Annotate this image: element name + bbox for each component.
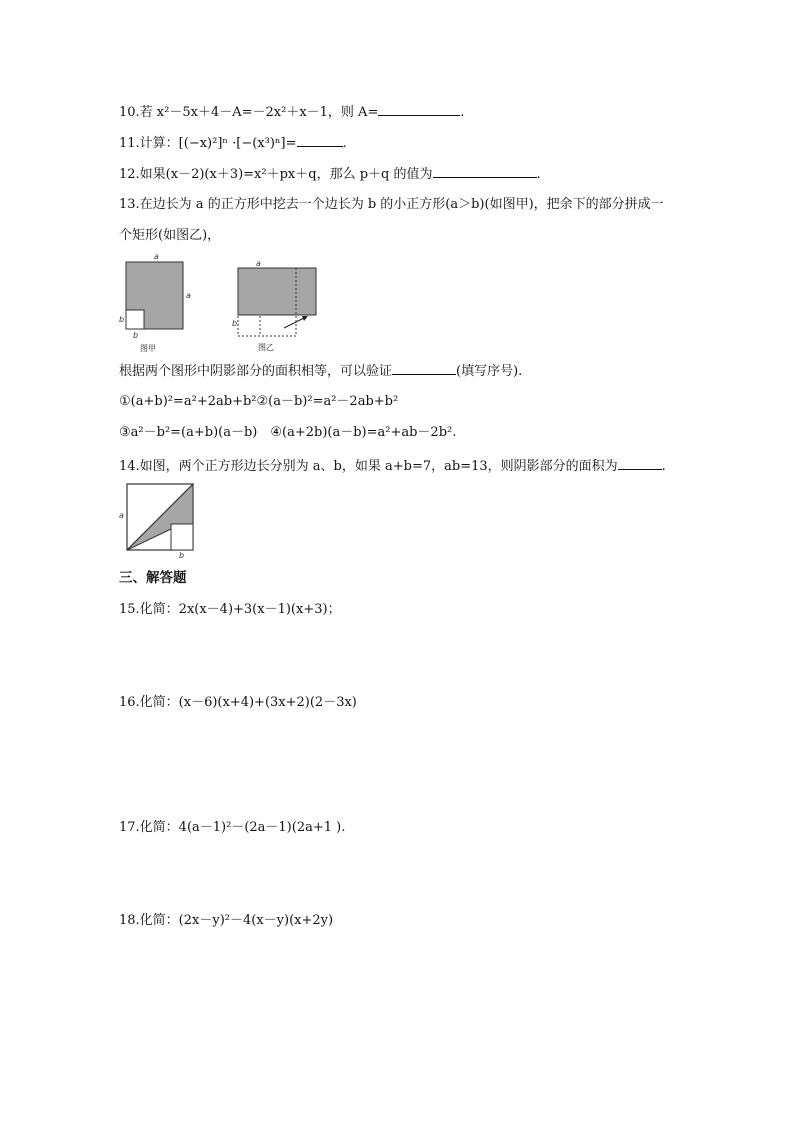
question-14: 14.如图，两个正方形边长分别为 a、b，如果 a+b=7，ab=13，则阴影部分的面积为 . <box>119 456 666 476</box>
small-square-cut <box>126 310 144 329</box>
figure-yi <box>228 254 322 354</box>
question-17: 17.化简：4(a－1)²－(2a－1)(2a+1 ). <box>119 820 346 835</box>
question-13-line2: 个矩形(如图乙)， <box>119 228 221 243</box>
question-18: 18.化简：(2x－y)²－4(x－y)(x+2y) <box>119 913 334 928</box>
figure-jia <box>118 252 198 354</box>
rectangle-shaded <box>238 268 316 315</box>
question-10: 10.若 x²－5x＋4－A=－2x²＋x－1，则 A= . <box>119 102 464 122</box>
question-14-text: 14.如图，两个正方形边长分别为 a、b，如果 a+b=7，ab=13，则阴影部分的面积为 <box>119 459 618 474</box>
caption-jia: 图甲 <box>140 344 156 353</box>
label-b-bottom: b <box>133 331 139 340</box>
figure-14 <box>117 480 197 560</box>
answer-blank-10[interactable] <box>378 102 460 116</box>
question-10-text: 10.若 x²－5x＋4－A=－2x²＋x－1，则 A= <box>119 105 379 120</box>
label-a-top: a <box>154 252 159 261</box>
question-16: 16.化简：(x－6)(x+4)+(3x+2)(2－3x) <box>119 695 357 710</box>
caption-yi: 图乙 <box>258 343 274 352</box>
question-13-options-2: ③a²－b²=(a+b)(a－b) ④(a+2b)(a－b)=a²+ab－2b². <box>119 425 457 440</box>
section-3-title: 三、解答题 <box>119 570 187 586</box>
label-a-yi: a <box>256 259 261 268</box>
question-11-text: 11.计算：[(−x)²]ⁿ ·[−(x³)ⁿ]= <box>119 136 297 151</box>
label-a-14: a <box>119 511 124 520</box>
question-13-options-1: ①(a+b)²=a²+2ab+b²②(a－b)²=a²－2ab+b² <box>119 394 399 409</box>
label-b-14: b <box>179 551 185 560</box>
question-12: 12.如果(x－2)(x＋3)=x²＋px＋q，那么 p＋q 的值为 . <box>119 164 541 184</box>
question-12-text: 12.如果(x－2)(x＋3)=x²＋px＋q，那么 p＋q 的值为 <box>119 167 433 182</box>
answer-blank-14[interactable] <box>618 456 662 470</box>
answer-blank-12[interactable] <box>433 164 537 178</box>
label-b-left: b <box>119 315 125 324</box>
question-13-prompt: 根据两个图形中阴影部分的面积相等，可以验证 (填写序号). <box>119 361 522 381</box>
answer-blank-11[interactable] <box>297 133 343 147</box>
arrow <box>284 317 306 328</box>
small-square-b <box>171 524 193 550</box>
answer-blank-13[interactable] <box>392 361 456 375</box>
label-b-yi: b <box>232 319 238 328</box>
question-15: 15.化简：2x(x－4)+3(x－1)(x+3)； <box>119 602 341 617</box>
question-13-line1: 13.在边长为 a 的正方形中挖去一个边长为 b 的小正方形(a＞b)(如图甲)，把余下的部分拼成一 <box>119 197 664 212</box>
label-a-right: a <box>186 291 191 300</box>
question-11: 11.计算：[(−x)²]ⁿ ·[−(x³)ⁿ]= . <box>119 133 347 153</box>
